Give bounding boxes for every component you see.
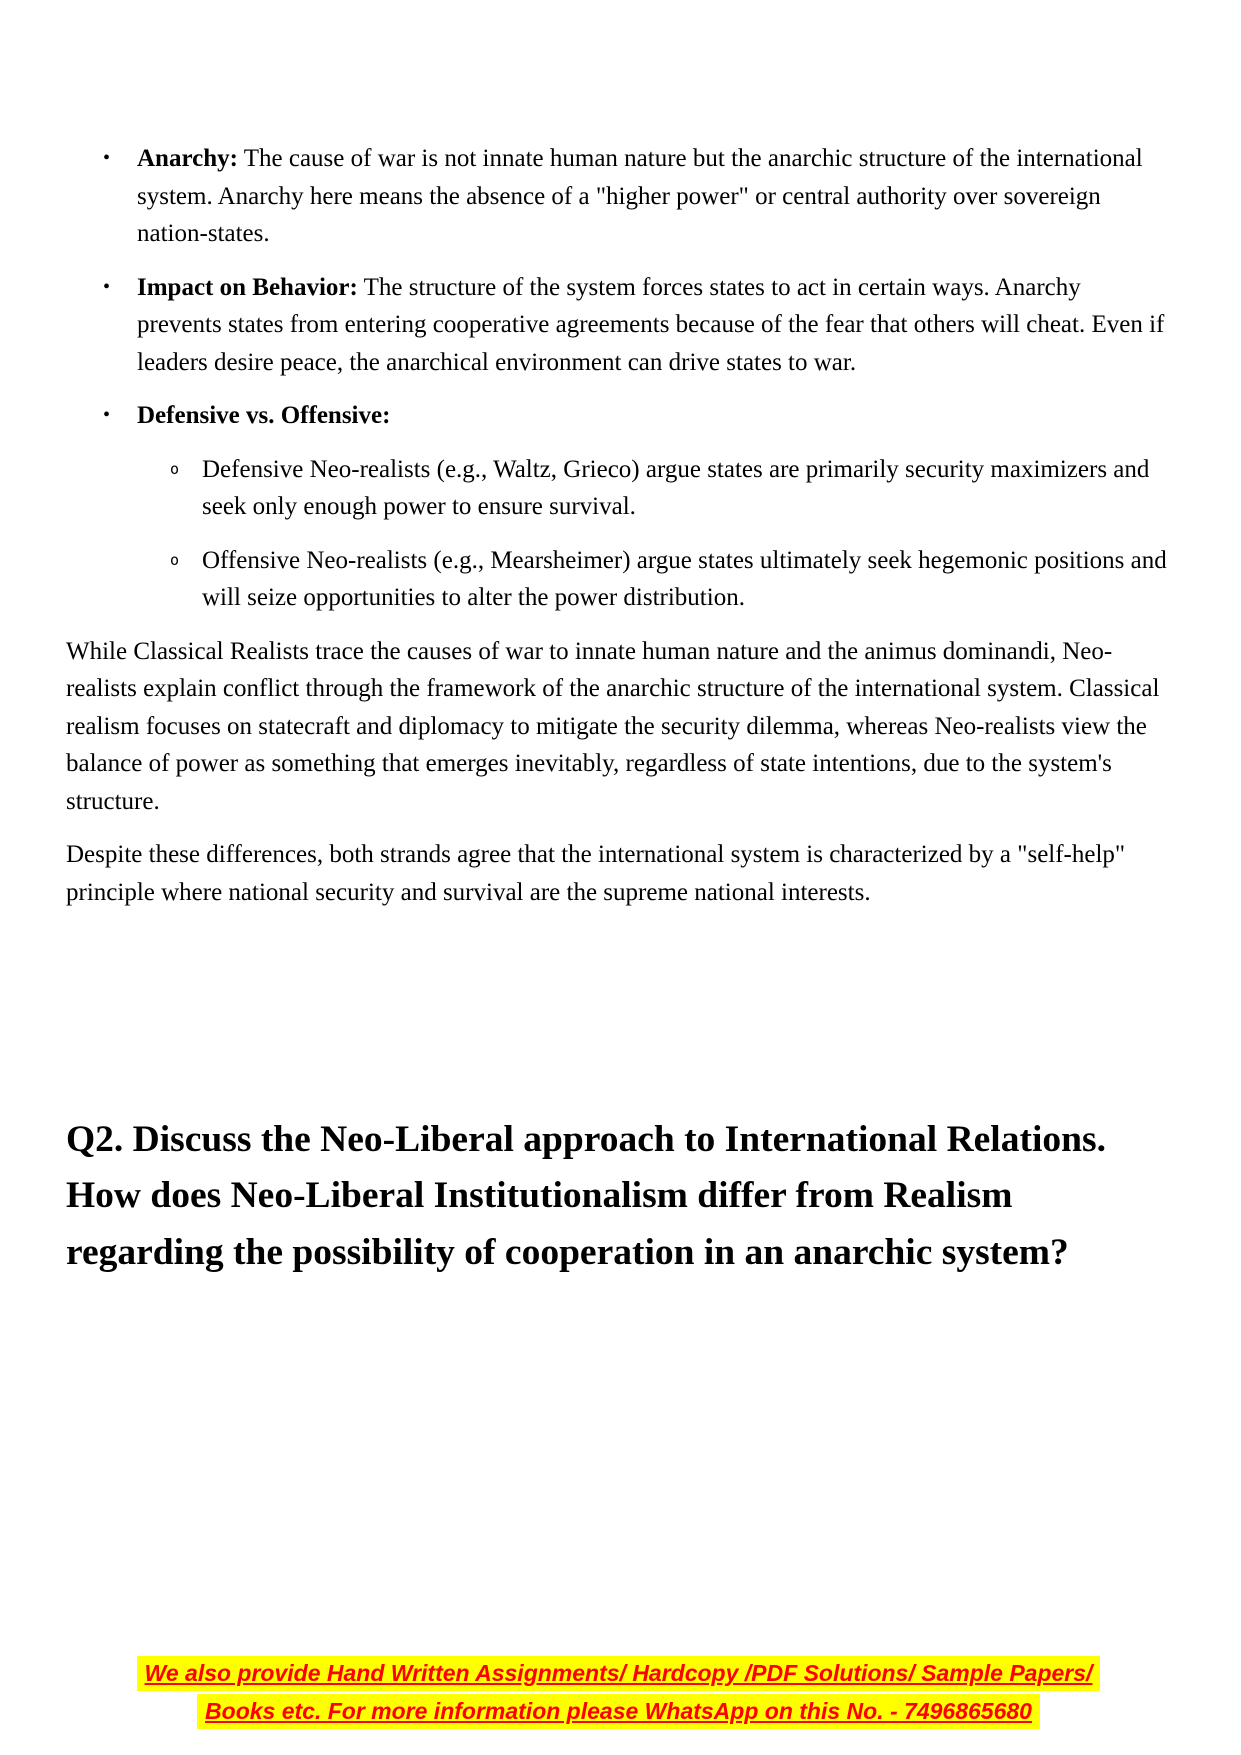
circle-bullet-icon: o	[170, 550, 180, 569]
question-heading-q2: Q2. Discuss the Neo-Liberal approach to International Relations. How does Neo-Liberal Institutionalism differ from Realism regarding the possibility of cooperation in an anarchic system?	[66, 1119, 1106, 1273]
circle-bullet-icon: o	[170, 459, 180, 478]
list-item-impact-on-behavior	[66, 269, 1171, 382]
bullet-list	[66, 140, 1171, 633]
footer-line-2	[66, 1693, 1171, 1731]
bullet-icon: •	[103, 275, 111, 298]
footer-line-1	[66, 1655, 1171, 1693]
paragraph-classical-vs-neorealists: While Classical Realists trace the causes of war to innate human nature and the animus dominandi, Neo-realists explain conflict through the framework of the anarchic structure of the international system. Classical realism focuses on statecraft and diplomacy to mitigate the security dilemma, whereas Neo-realists view the balance of power as something that emerges inevitably, regardless of state intentions, due to the system's structure.	[66, 637, 1160, 815]
bullet-label: Impact on Behavior:	[137, 273, 358, 301]
footer-highlight-text: We also provide Hand Written Assignments/ Hardcopy /PDF Solutions/ Sample Papers/	[137, 1656, 1101, 1691]
sub-bullet-list	[66, 451, 1171, 617]
sub-bullet-text: Defensive Neo-realists (e.g., Waltz, Grieco) argue states are primarily security maximizers and seek only enough power to ensure survival.	[202, 455, 1150, 520]
bullet-label: Defensive vs. Offensive:	[137, 402, 391, 429]
list-item-defensive-vs-offensive	[66, 397, 1171, 435]
sub-list-item-offensive	[66, 542, 1171, 617]
paragraph-self-help: Despite these differences, both strands agree that the international system is characterized by a "self-help" principle where national security and survival are the supreme national interests.	[66, 841, 1126, 906]
bullet-text: The structure of the system forces states to act in certain ways. Anarchy prevents states from entering cooperative agreements because of the fear that others will cheat. Even if leaders desire peace, the anarchical environment can drive states to war.	[137, 273, 1165, 376]
footer-whatsapp-text: Books etc. For more information please WhatsApp on this No. - 7496865680	[197, 1694, 1040, 1729]
bullet-icon: •	[103, 404, 111, 426]
footer-banner	[66, 1655, 1171, 1730]
bullet-body	[137, 140, 1171, 253]
bullet-text: The cause of war is not innate human nature but the anarchic structure of the international system. Anarchy here means the absence of a "higher power" or central authority over sovereign nation-states.	[137, 145, 1143, 247]
sub-list-item-defensive	[66, 451, 1171, 526]
bullet-body	[137, 397, 1171, 435]
bullet-label: Anarchy:	[137, 145, 238, 172]
bullet-icon: •	[103, 147, 111, 169]
list-item-anarchy	[66, 140, 1171, 253]
sub-bullet-text: Offensive Neo-realists (e.g., Mearsheimer) argue states ultimately seek hegemonic positions and will seize opportunities to alter the power distribution.	[202, 546, 1167, 611]
bullet-body	[137, 269, 1171, 382]
